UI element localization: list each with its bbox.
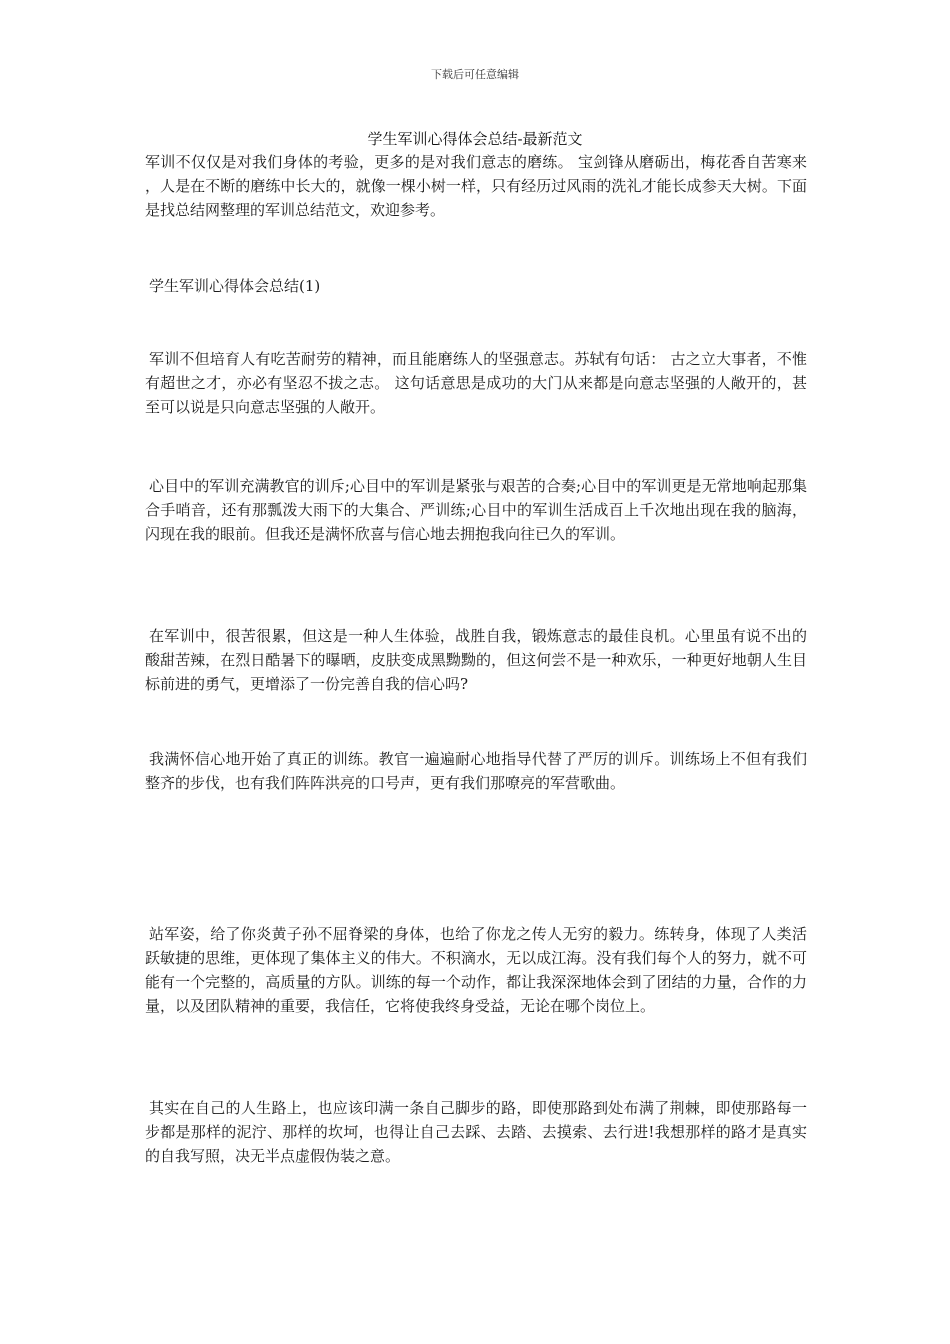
document-title: 学生军训心得体会总结-最新范文	[367, 130, 583, 148]
body-paragraph-5: 站军姿，给了你炎黄子孙不屈脊梁的身体，也给了你龙之传人无穷的毅力。练转身，体现了人类活跃敏捷的思维，更体现了集体主义的伟大。不积滴水，无以成江海。没有我们每个人的努力，就不可能有一个完整的，高质量的方队。训练的每一个动作，都让我深深地体会到了团结的力量，合作的力量，以及团队精神的重要，我信任，它将使我终身受益，无论在哪个岗位上。	[145, 925, 807, 1015]
section-heading: 学生军训心得体会总结(1)	[149, 277, 321, 295]
body-paragraph-2: 心目中的军训充满教官的训斥;心目中的军训是紧张与艰苦的合奏;心目中的军训更是无常地响起那集合手哨音，还有那瓢泼大雨下的大集合、严训练;心目中的军训生活成百上千次地出现在我的脑海，闪现在我的眼前。但我还是满怀欣喜与信心地去拥抱我向往已久的军训。	[145, 477, 807, 543]
body-paragraph-1: 军训不但培育人有吃苦耐劳的精神，而且能磨练人的坚强意志。苏轼有句话： 古之立大事者，不惟有超世之才，亦必有坚忍不拔之志。 这句话意思是成功的大门从来都是向意志坚强的人敞开的，甚至可以说是只向意志坚强的人敞开。	[145, 350, 807, 416]
body-paragraph-6: 其实在自己的人生路上，也应该印满一条自己脚步的路，即使那路到处布满了荆棘，即使那路每一步都是那样的泥泞、那样的坎坷，也得让自己去踩、去踏、去摸索、去行进!我想那样的路才是真实的自我写照，决无半点虚假伪装之意。	[145, 1099, 807, 1165]
body-paragraph-4: 我满怀信心地开始了真正的训练。教官一遍遍耐心地指导代替了严厉的训斥。训练场上不但有我们整齐的步伐，也有我们阵阵洪亮的口号声，更有我们那嘹亮的军营歌曲。	[145, 750, 807, 792]
page-header-note: 下载后可任意编辑	[431, 68, 519, 81]
body-paragraph-3: 在军训中，很苦很累，但这是一种人生体验，战胜自我，锻炼意志的最佳良机。心里虽有说不出的酸甜苦辣，在烈日酷暑下的曝晒，皮肤变成黑黝黝的，但这何尝不是一种欢乐，一种更好地朝人生目标前进的勇气，更增添了一份完善自我的信心吗?	[145, 627, 807, 693]
intro-paragraph: 军训不仅仅是对我们身体的考验，更多的是对我们意志的磨练。 宝剑锋从磨砺出，梅花香自苦寒来 ，人是在不断的磨练中长大的，就像一棵小树一样，只有经历过风雨的洗礼才能长成参天大树。下面是找总结网整理的军训总结范文，欢迎参考。	[145, 153, 807, 219]
